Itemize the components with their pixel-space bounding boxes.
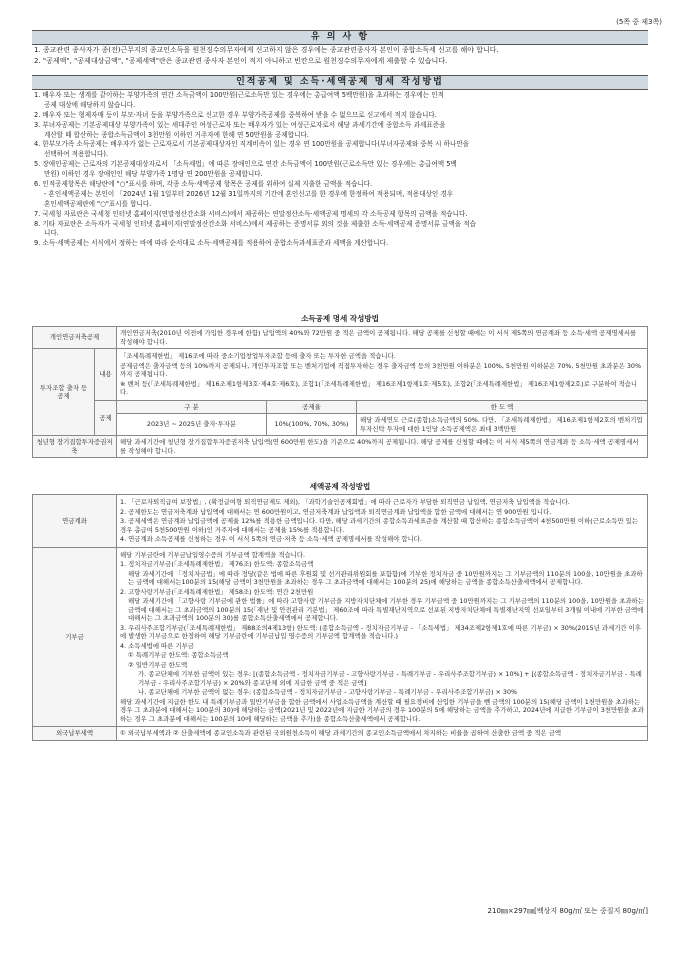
content-line: 공제금액은 출자금액 등의 10%까지 공제되나, 개인투자조합 또는 벤처기업에 직접투자하는 경우 출자금액 등의 3천만원 이하분은 100%, 5천만원 이하분은 70%, 5천만원 초과분은 30%까지 공제됩니다.	[120, 361, 642, 379]
guide-item: 4. 한부모가족 소득공제는 배우자가 없는 근로자로서 기본공제대상자인 직계비속이 있는 경우 연 100만원을 공제합니다(부녀자공제와 중복 시 하나만을	[34, 140, 470, 149]
donation-line: 해당 과세기간에 「정치자금법」에 따라 정당(같은 법에 따른 후원회 및 선거관리위원회를 포함함)에 기부한 정치자금 중 10만원까지는 그 기부금액의 110분의 100을, 10만원을 초과하는 금액에 대해서는100분의 15(해당 금액이 3천만원을 초과하는 경우 그 초과금액에 대해서는 100분의 25)에 해당하는 금액을 종합소득산출세액에서 공제합니다.	[128, 569, 643, 587]
tax-credit-table	[32, 494, 648, 741]
guide-item: 2. 배우자 또는 형제자매 등이 부모·자녀 등을 부양가족으로 신고한 경우 부양가족공제를 중복하여 받을 수 없으므로 신고에서 적지 않습니다.	[34, 110, 437, 119]
pension-savings-text: 개인연금저축(2010년 이전에 가입한 경우에 한함) 납입액의 40%와 72만원 중 적은 금액이 공제됩니다. 해당 공제를 신청할 때에는 이 서식 제5쪽의 연금계좌 등 소득·세액 공제명세서를 작성해야 합니다.	[117, 327, 648, 349]
income-deduction-table	[32, 326, 648, 458]
pension-line: 1. 「근로자퇴직급여 보장법」, (확정급여형 퇴직연금제도 제외), 「과학기술인공제회법」에 따라 근로자가 부담한 퇴직연금 납입액, 연금저축 납입액을 적습니다.	[120, 498, 570, 506]
notice-item: 1. 종교관련 종사자가 종(전)근무지의 종교인소득을 원천징수의무자에게 신고하지 않은 경우에는 종교관련종사자 본인이 종합소득세 신고를 해야 합니다.	[34, 46, 499, 54]
investment-label: 투자조합 출자 등 공제	[33, 349, 95, 436]
col-period: 구 분	[117, 400, 267, 414]
tax-section-title: 세액공제 작성방법	[309, 482, 371, 491]
pension-account-text	[117, 495, 648, 548]
row-limit: 해당 과세연도 근로(종합)소득금액의 50%. 다만, 「조세특례제한법」 제16조제1항제2호의 벤처기업투자신탁 투자에 대한 1인당 소득공제액은 최대 3백만원	[357, 414, 648, 436]
guide-item: 공제 대상에 해당하지 않습니다.	[44, 100, 136, 109]
guide-item: 니다.	[44, 229, 59, 238]
donation-text	[117, 547, 648, 727]
donation-line: 해당 과세기간에 지급한 한도 내 특례기부금과 일반기부금을 합한 금액에서 사업소득금액을 계산할 때 필요경비에 산입한 기부금을 뺀 금액의 100분의 15(해당 금액이 1천만원을 초과하는 경우 그 초과분에 대해서는 100분의 30)에 해당하는 금액(2021년 및 2022년에 지급한 기부금의 경우 100분의 5에 해당하는 금액을 추가하고, 2024년에 지급한 기부금이 3천만원을 초과하는 경우 그 초과분에 대해서는 100분의 10에 해당하는 금액을 추가)을 종합소득산출세액에서 공제합니다.	[120, 697, 644, 723]
deduction-label: 공제	[95, 400, 117, 436]
donation-line: 4. 소득세법에 따른 기부금	[120, 641, 194, 650]
col-limit: 한 도 액	[357, 400, 648, 414]
guide-item: 선택하여 적용합니다).	[44, 150, 109, 159]
youth-fund-text: 해당 과세기간에 청년형 장기집합투자증권저축 납입액(연 600만원 한도)을 기준으로 40%까지 공제됩니다. 해당 공제를 신청할 때에는 이 서식 제5쪽의 연금계좌 등 소득·세액 공제명세서를 작성해야 합니다.	[117, 436, 648, 458]
donation-line: 1. 정치자금기부금(「조세특례제한법」 제76조) 한도액: 종합소득금액	[120, 560, 314, 569]
pension-line: 4. 연금계좌 소득공제를 신청하는 경우 이 서식 5쪽의 연금·저축 등 소득·세액 공제명세서를 작성해야 합니다.	[120, 535, 422, 544]
notice-item: 2. "공제액", "공제대상금액", "공제세액"란은 종교관련 종사자 본인이 적지 아니하고 빈칸으로 원천징수의무자에게 제출할 수 있습니다.	[34, 57, 448, 66]
guide-item: 7. 국세청 자료란은 국세청 인터넷 홈페이지(연말정산간소화 서비스)에서 제공하는 연말정산소득·세액공제 명세의 각 소득공제 항목의 금액을 적습니다.	[34, 209, 468, 218]
donation-line: 2. 고향사랑기부금(「조세특례제한법」 제58조) 한도액: 연간 2천만원	[120, 587, 314, 596]
donation-line: 해당 기부금란에 기부금납입영수증의 기부금액 합계액을 적습니다.	[120, 550, 306, 559]
guide-item: - 혼인세액공제는 본인이 「2024년 1월 1일부터 2026년 12월 31일까지의 기간에 혼인신고를 한 경우에 한정하여 적용되며, 적용대상인 경우	[44, 189, 454, 198]
guide-item: 만원) 이하인 경우 장애인인 해당 부양가족 1명당 연 200만원을 공제합니다.	[44, 170, 263, 179]
guide-item: 1. 배우자 또는 생계를 같이하는 부양가족의 연간 소득금액이 100만원(근로소득만 있는 경우에는 총급여액 5백만원)을 초과하는 경우에는 인적	[34, 91, 444, 99]
donation-line: 나. 종교단체에 기부한 금액이 없는 경우: (종합소득금액 - 정치자금기부금 - 고향사랑기부금 - 특례기부금 - 우리사주조합기부금) × 30%	[138, 688, 518, 697]
notice-title: 유 의 사 항	[32, 30, 648, 45]
foreign-tax-label: 외국납부세액	[33, 727, 117, 741]
donation-line: ② 일반기부금 한도액	[128, 660, 188, 669]
guide-list	[34, 91, 646, 249]
guide-item: 9. 소득·세액공제는 서식에서 정하는 바에 따라 순서대로 소득·세액공제를 적용하여 종합소득과세표준과 세액을 계산합니다.	[34, 239, 389, 248]
investment-content	[117, 349, 648, 401]
pension-line: 2. 공제한도는 연금저축계좌 납입액에 대해서는 연 600만원이고, 연금저축계좌 납입액과 퇴직연금계좌 납입액을 합한 금액에 대해서는 연 900만원 입니다.	[120, 507, 552, 516]
pension-line: 3. 공제세액은 연금계좌 납입금액에 공제율 12%를 적용한 금액입니다. 다만, 해당 과세기간의 종합소득과세표준을 계산할 때 합산하는 종합소득금액이 4천500만원 이하(근로소득만 있는 경우 총급여 5천500만원 이하)인 거주자에 대해서는 공제율 15%를 적용합니다.	[120, 517, 638, 534]
guide-item: 계산할 때 합산하는 종합소득금액이 3천만원 이하인 거주자에 한해 연 50만원을 공제합니다.	[44, 130, 309, 139]
content-label: 내용	[95, 349, 117, 401]
content-line: ※ 벤처 등(「조세특례제한법」 제16조제1항제3호·제4호·제6호), 조합1(「조세특례제한법」 제16조제1항제1호·제5호), 조합2(「조세특례제한법」 제16조제1항제2호)로 구분하여 적습니다.	[120, 379, 638, 397]
pension-savings-label: 개인연금저축공제	[33, 327, 117, 349]
donation-line: ① 특례기부금 한도액: 종합소득금액	[128, 651, 229, 660]
foreign-tax-text: ① 외국납부세액과 ② 산출세액에 종교인소득과 관련된 국외원천소득이 해당 과세기간의 종교인소득금액에서 차지하는 비율을 곱하여 산출한 금액 중 적은 금액	[117, 727, 648, 741]
donation-line: 가. 종교단체에 기부한 금액이 있는 경우: [(종합소득금액 - 정치자금기부금 - 고향사랑기부금 - 특례기부금 - 우리사주조합기부금) × 10%] + [(종합소득금액 - 정치자금기부금 - 특례기부금 - 우리사주조합기부금) × 20%와 종교단체 외에 지급한 금액 중 적은 금액]	[138, 670, 642, 687]
guide-item: 3. 부녀자공제는 기본공제대상 부양가족이 있는 세대주인 여성근로자 또는 배우자가 있는 여성근로자로서 해당 과세기간에 종합소득 과세표준을	[34, 120, 446, 129]
pension-account-label: 연금계좌	[33, 495, 117, 548]
guide-item: 혼인세액공제란에 "○"표시를 합니다.	[44, 199, 152, 208]
income-section-title: 소득공제 명세 작성방법	[301, 314, 379, 323]
guide-item: 5. 장애인공제는 근로자의 기본공제대상자로서 「소득세법」에 따른 장애인으로 연간 소득금액이 100만원(근로소득만 있는 경우에는 총급여액 5백	[34, 160, 457, 169]
notice-list	[34, 46, 646, 68]
row-period: 2023년 ~ 2025년 출자·투자분	[117, 414, 267, 436]
paper-spec: 210㎜×297㎜[백상지 80g/㎡ 또는 중질지 80g/㎡]	[487, 907, 648, 915]
guide-item: 8. 기타 자료란은 소득자가 국세청 인터넷 홈페이지(연말정산간소화 서비스)에서 제공하는 증명서류 외의 것을 제출한 소득·세액공제 증명서류 금액을 적습	[34, 219, 476, 228]
donation-line: 해당 과세기간에 「고향사랑 기부금에 관한 법률」에 따라 고향사랑 기부금을 지방자치단체에 기부한 경우 기부금액 중 10만원까지는 그 기부금액의 110분의 100을, 10만원을 초과하는 금액에 대해서는 그 초과금액의 100분의 15(「재난 및 안전관리 기본법」 제60조에 따라 특별재난지역으로 선포된 지방자치단체에 특별재난지역 선포일부터 3개월 이내에 기부한 금액에 대해서는 그 초과금액의 100분의 30)를 종합소득산출세액에서 공제합니다.	[128, 597, 644, 623]
page-number: (5쪽 중 제3쪽)	[616, 18, 662, 26]
content-line: 「조세특례제한법」 제16조에 따라 중소기업창업투자조합 등에 출자 또는 투자한 금액을 적습니다.	[120, 352, 396, 361]
guide-title: 인적공제 및 소득·세액공제 명세 작성방법	[32, 75, 648, 90]
guide-item: 6. 인적공제항목은 해당란에 "○"표시를 하며, 각종 소득·세액공제 항목은 공제를 위하여 실제 지출한 금액을 적습니다.	[34, 180, 373, 189]
youth-fund-label: 청년형 장기집합투자증권저축	[33, 436, 117, 458]
row-rate: 10%(100%, 70%, 30%)	[267, 414, 357, 436]
donation-line: 3. 우리사주조합기부금(「조세특례제한법」 제88조의4제13항) 한도액: (종합소득금액 - 정치자금기부금 - 「소득세법」 제34조제2항제1호에 따른 기부금) × 30%(2015년 과세기간 이후에 발생한 기부금으로 한정하여 해당 기부금란에 기부금납입 영수증의 기부금액 합계액을 적습니다.)	[120, 623, 641, 641]
donation-label: 기부금	[33, 547, 117, 727]
col-rate: 공제율	[267, 400, 357, 414]
